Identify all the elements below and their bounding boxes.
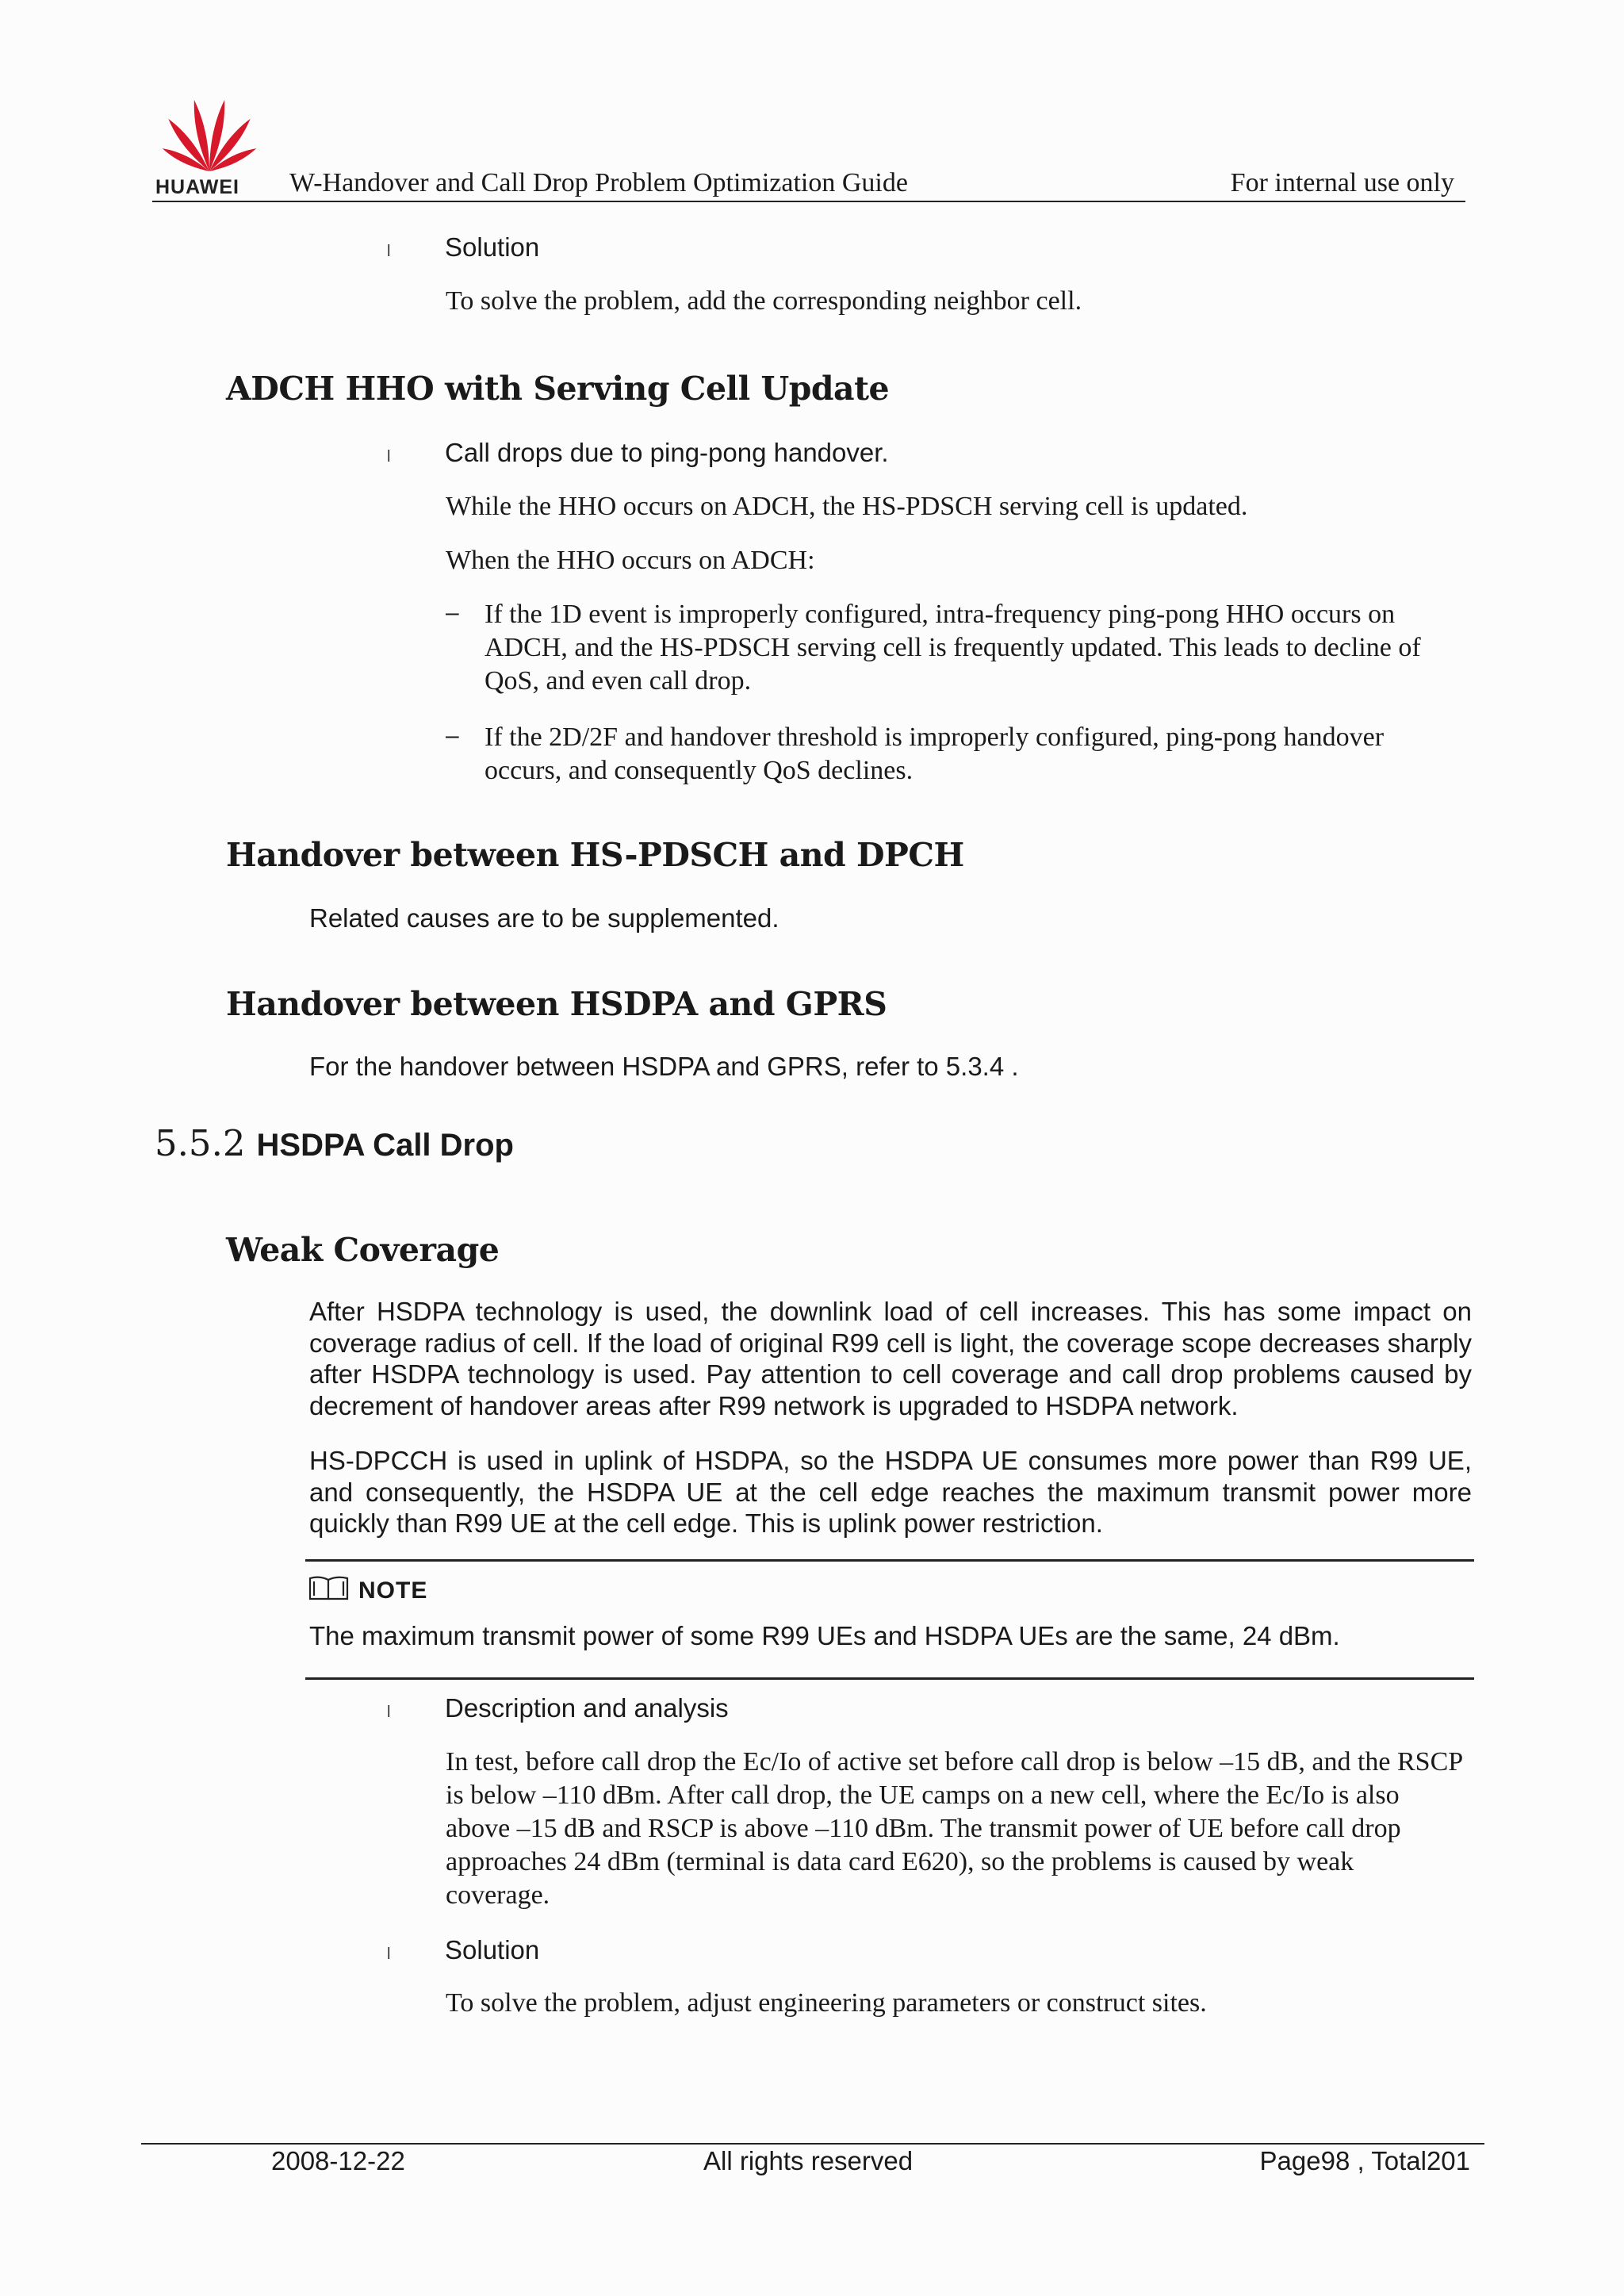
paragraph: After HSDPA technology is used, the downlink load of cell increases. This has some impact on coverage radius of cell. If the load of original R99 cell is light, the coverage scope decreases sharply after HSDPA technology is used. Pay attention to cell coverage and call drop problems caused by decrement of handover areas after R99 network is upgraded to HSDPA network. xyxy=(309,1297,1472,1420)
dash-icon: – xyxy=(446,723,459,749)
paragraph: Related causes are to be supplemented. xyxy=(309,903,779,933)
description-label: Description and analysis xyxy=(445,1693,729,1723)
bullet-icon: l xyxy=(387,1945,391,1963)
dash-item: If the 1D event is improperly configured, intra-frequency ping-pong HHO occurs on ADCH, and the HS-PDSCH serving cell is frequently updated. This leads to decline of QoS, and even call drop. xyxy=(485,600,1421,696)
note-top-rule xyxy=(305,1559,1474,1562)
footer-rights: All rights reserved xyxy=(703,2146,914,2175)
header-rule xyxy=(152,201,1465,202)
footer-date: 2008-12-22 xyxy=(271,2146,405,2175)
note-bottom-rule xyxy=(305,1677,1474,1680)
section-heading-weak-coverage: Weak Coverage xyxy=(226,1231,500,1269)
paragraph: While the HHO occurs on ADCH, the HS-PDSCH serving cell is updated. xyxy=(446,492,1248,521)
section-heading-adch: ADCH HHO with Serving Cell Update xyxy=(226,370,890,408)
note-text: The maximum transmit power of some R99 UEs and HSDPA UEs are the same, 24 dBm. xyxy=(309,1621,1340,1650)
dash-icon: – xyxy=(446,600,459,626)
note-header xyxy=(308,1575,427,1606)
section-heading-552 xyxy=(155,1122,514,1164)
bullet-label: Call drops due to ping-pong handover. xyxy=(445,438,889,467)
bullet-icon: l xyxy=(387,1704,391,1721)
solution-text: To solve the problem, add the corresponding neighbor cell. xyxy=(446,286,1082,316)
description-text: In test, before call drop the Ec/Io of active set before call drop is below –15 dB, and the RSCP is below –110 dBm. After call drop, the UE camps on a new cell, where the Ec/Io is also above –15 dB and RSCP is above –110 dBm. The transmit power of UE before call drop approaches 24 dBm (terminal is data card E620), so the problems is caused by weak coverage. xyxy=(446,1747,1462,1910)
note-label: NOTE xyxy=(358,1577,428,1604)
paragraph: When the HHO occurs on ADCH: xyxy=(446,546,815,575)
book-icon xyxy=(308,1575,352,1606)
solution-text: To solve the problem, adjust engineering parameters or construct sites. xyxy=(446,1988,1207,2018)
document-title: W-Handover and Call Drop Problem Optimization Guide xyxy=(289,168,908,197)
section-heading-gprs: Handover between HSDPA and GPRS xyxy=(226,985,887,1023)
brand-name: HUAWEI xyxy=(155,176,239,198)
footer-rule xyxy=(141,2143,1484,2145)
paragraph: HS-DPCCH is used in uplink of HSDPA, so the HSDPA UE consumes more power than R99 UE, and consequently, the HSDPA UE at the cell edge reaches the maximum transmit power more quickly than R99 UE at the cell edge. This is uplink power restriction. xyxy=(309,1446,1472,1538)
section-number: 5.5.2 xyxy=(155,1122,246,1164)
bullet-icon: l xyxy=(387,243,391,260)
footer-page: Page98 , Total201 xyxy=(1259,2146,1470,2175)
section-heading-hspdsch: Handover between HS-PDSCH and DPCH xyxy=(226,836,964,874)
section-title: HSDPA Call Drop xyxy=(256,1128,514,1163)
paragraph: For the handover between HSDPA and GPRS, refer to 5.3.4 . xyxy=(309,1052,1019,1081)
classification-label: For internal use only xyxy=(1230,168,1454,197)
bullet-icon: l xyxy=(387,448,391,466)
dash-item: If the 2D/2F and handover threshold is improperly configured, ping-pong handover occurs, and consequently QoS declines. xyxy=(485,723,1385,785)
solution-label: Solution xyxy=(445,232,540,262)
solution-label: Solution xyxy=(445,1935,540,1964)
